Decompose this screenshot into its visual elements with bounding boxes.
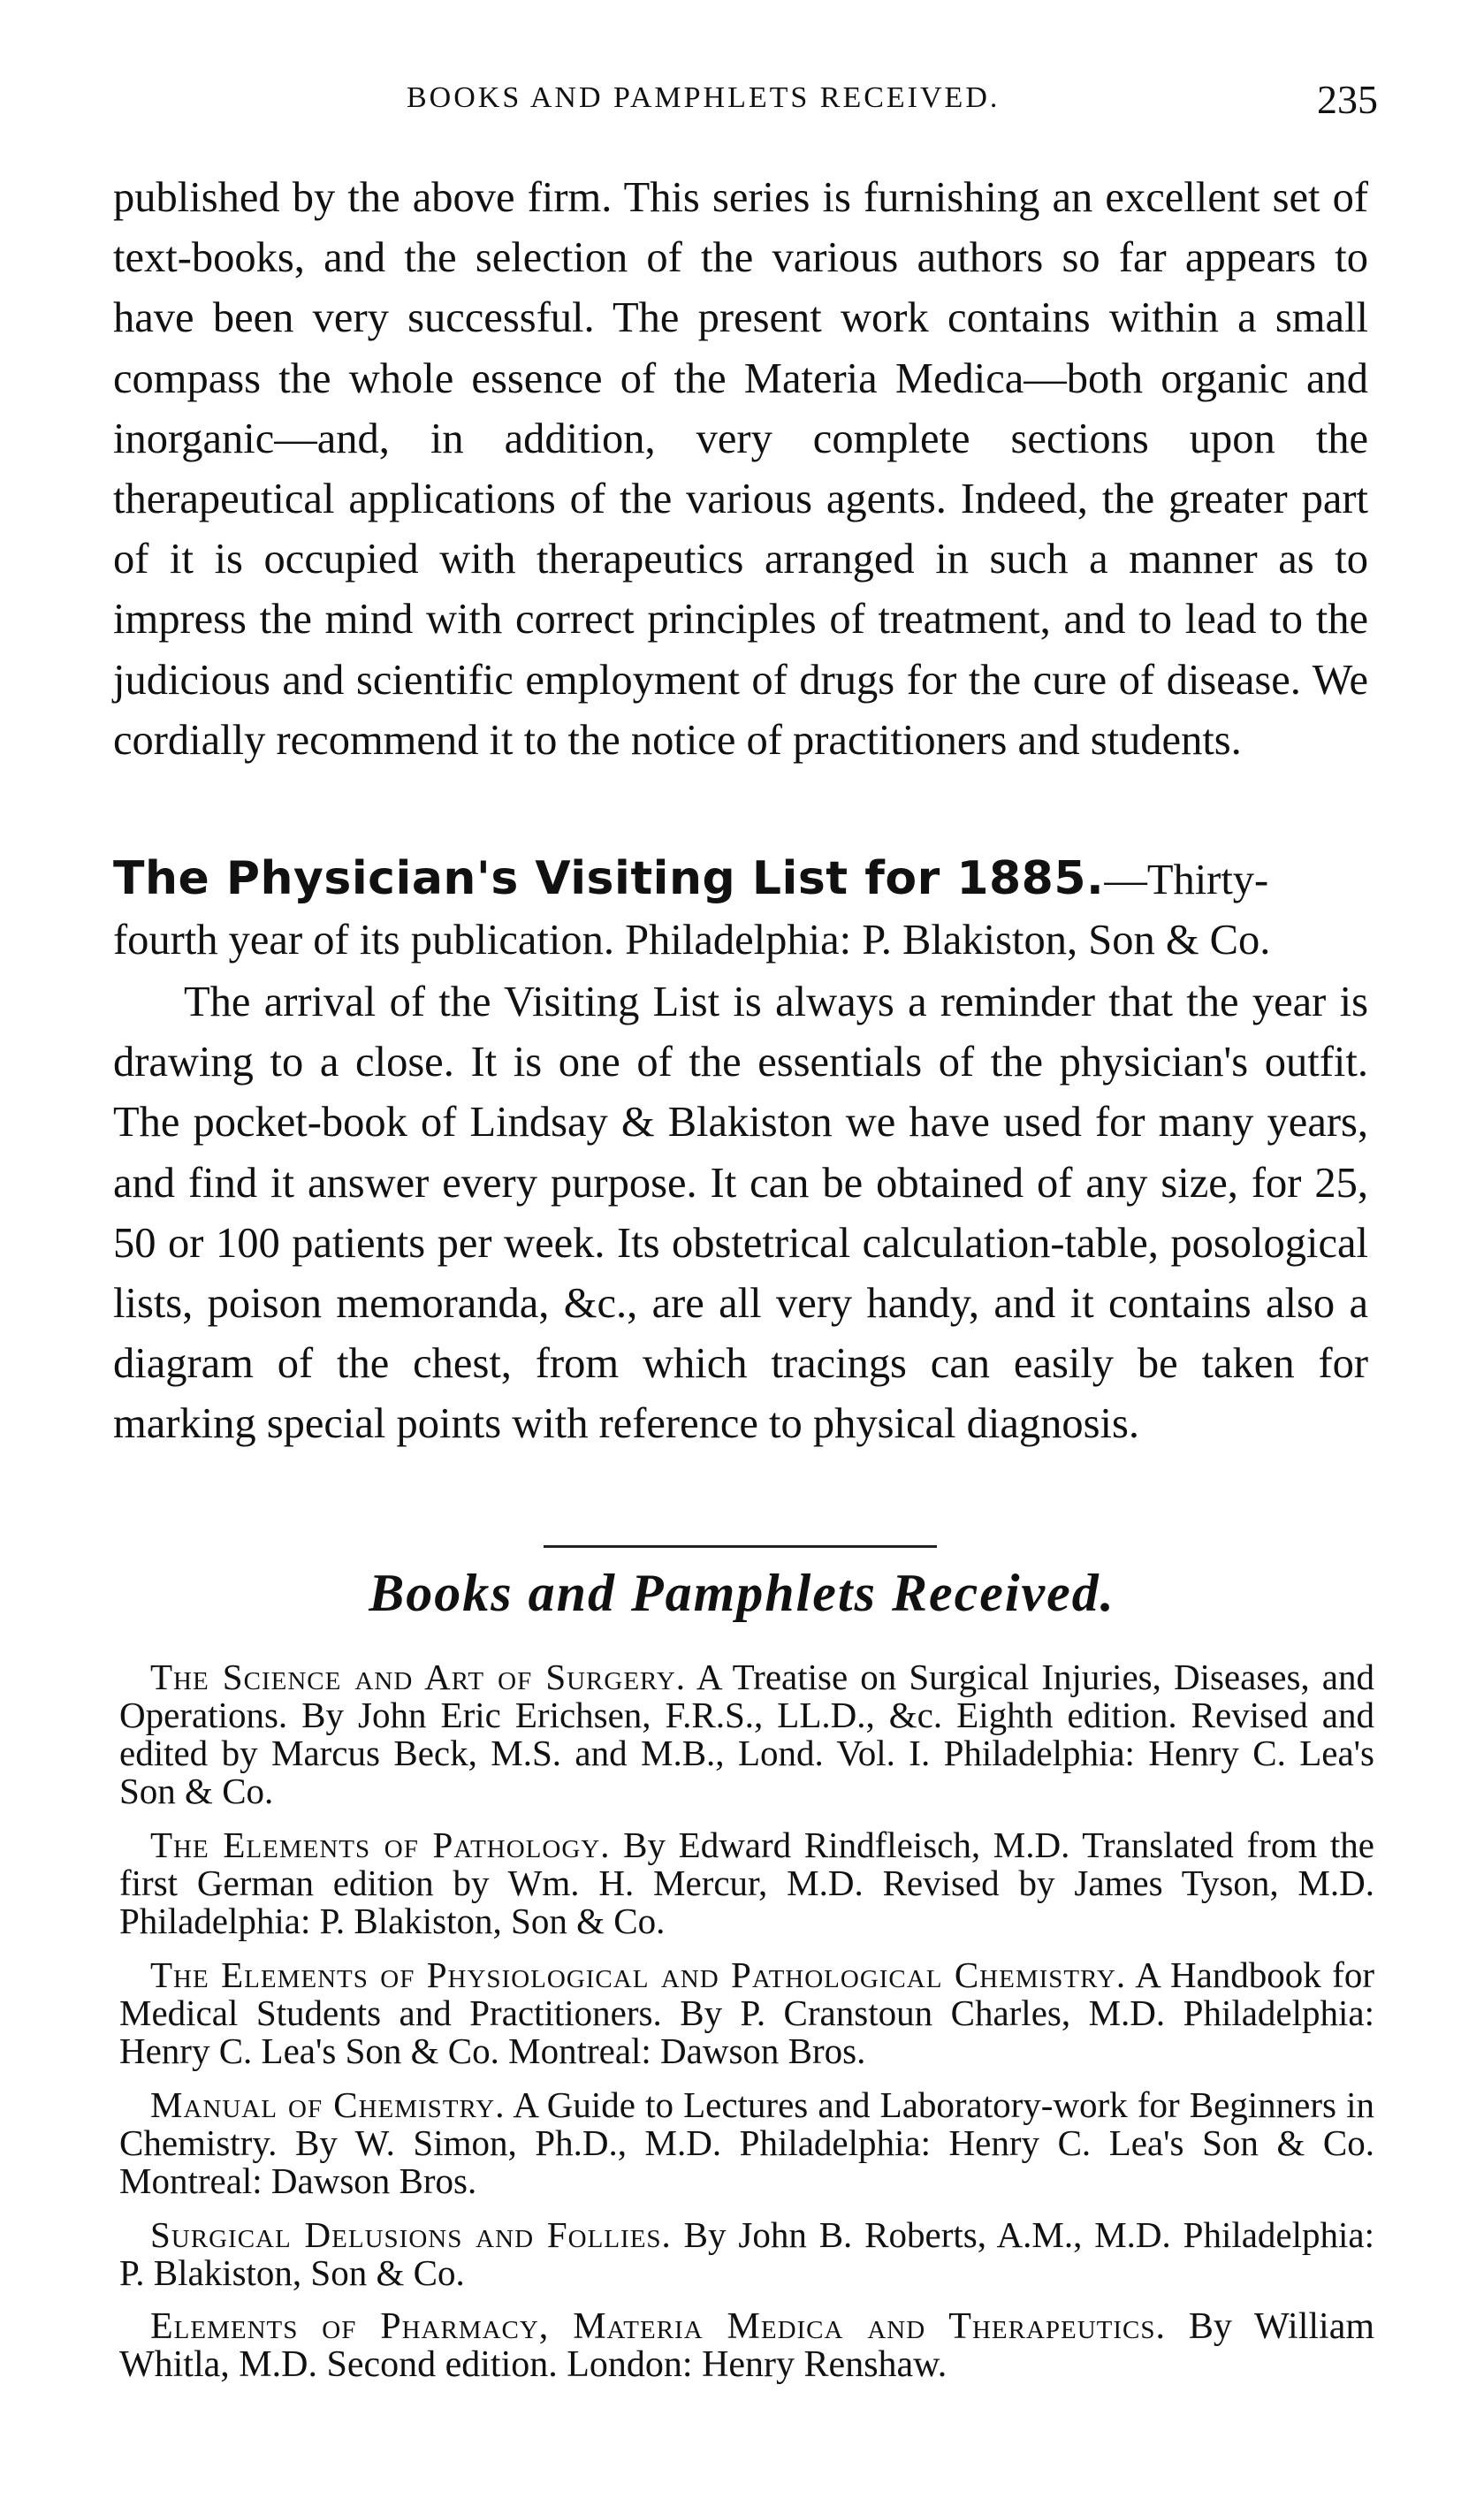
visiting-list-review: The arrival of the Visiting List is always a reminder that the year is drawing to a close. It is one of the essentials of the physician's outfit. The pocket-book of Lindsay & Blakiston we have used for many years, and find it answer every purpose. It can be obtained of any size, for 25, 50 or 100 patients per week. Its obstetrical calculation-table, posological lists, poison memoranda, &c., are all very handy, and it contains also a diagram of the chest, from which tracings can easily be taken for marking special points with reference to physical diagnosis. <box>113 979 1368 1448</box>
book-details: A Handbook for Medical Students and Practitioners. By P. Cranstoun Charles, M.D. Philadelphia: Henry C. Lea's Son & Co. Montreal: Dawson Bros. <box>119 1954 1374 2071</box>
visiting-list-subtitle: —Thirty-fourth year of its publication. Philadelphia: P. Blakiston, Son & Co. <box>113 857 1271 964</box>
book-title: The Elements of Physiological and Pathological Chemistry. <box>150 1954 1127 1995</box>
book-title: The Elements of Pathology. <box>150 1825 611 1865</box>
books-received-heading: Books and Pamphlets Received. <box>369 1564 1115 1622</box>
book-details: A Treatise on Surgical Injuries, Diseases, and Operations. By John Eric Erichsen, F.R.S., LL.D., &c. Eighth edition. Revised and edited by Marcus Beck, M.S. and M.B., Lond. Vol. I. Philadelphia: Henry C. Lea's Son & Co. <box>119 1657 1374 1811</box>
book-details: By William Whitla, M.D. Second edition. London: Henry Renshaw. <box>119 2306 1375 2385</box>
book-title: The Science and Art of Surgery. <box>150 1657 686 1697</box>
book-title: Elements of Pharmacy, Materia Medica and Therapeutics. <box>150 2306 1167 2347</box>
book-title: Manual of Chemistry. <box>150 2084 506 2125</box>
list-item <box>119 1956 1374 2070</box>
review-paragraph-continued: published by the above firm. This series is furnishing an excellent set of text-books, and the selection of the various authors so far appears to have been very successful. The present work contains within a small compass the whole essence of the Materia Medica—both organic and inorganic—and, in addition, very complete sections upon the therapeutical applications of the various agents. Indeed, the greater part of it is occupied with therapeutics arranged in such a manner as to impress the mind with correct principles of treatment, and to lead to the judicious and scientific employment of drugs for the cure of disease. We cordially recommend it to the notice of practitioners and students. <box>113 174 1368 764</box>
book-title: Surgical Delusions and Follies. <box>150 2214 672 2255</box>
book-details: By Edward Rindfleisch, M.D. Translated from the first German edition by Wm. H. Mercur, M.D. Revised by James Tyson, M.D. Philadelphia: P. Blakiston, Son & Co. <box>119 1825 1374 1941</box>
section-divider <box>544 1545 937 1548</box>
running-head <box>115 77 1378 134</box>
visiting-list-title: The Physician's Visiting List for 1885. <box>113 852 1105 905</box>
list-item <box>119 1826 1374 1940</box>
running-title: BOOKS AND PAMPHLETS RECEIVED. <box>407 81 1001 114</box>
list-item <box>119 2308 1374 2384</box>
visiting-list-entry-heading <box>113 849 1368 971</box>
books-received-list <box>119 1658 1374 2400</box>
book-details: By John B. Roberts, A.M., M.D. Philadelphia: P. Blakiston, Son & Co. <box>119 2214 1374 2293</box>
list-item <box>119 1658 1374 1810</box>
book-details: A Guide to Lectures and Laboratory-work for Beginners in Chemistry. By W. Simon, Ph.D., M.D. Philadelphia: Henry C. Lea's Son & Co. Montreal: Dawson Bros. <box>119 2084 1374 2201</box>
list-item <box>119 2086 1374 2200</box>
page-number: 235 <box>1317 77 1378 122</box>
list-item <box>119 2216 1374 2292</box>
